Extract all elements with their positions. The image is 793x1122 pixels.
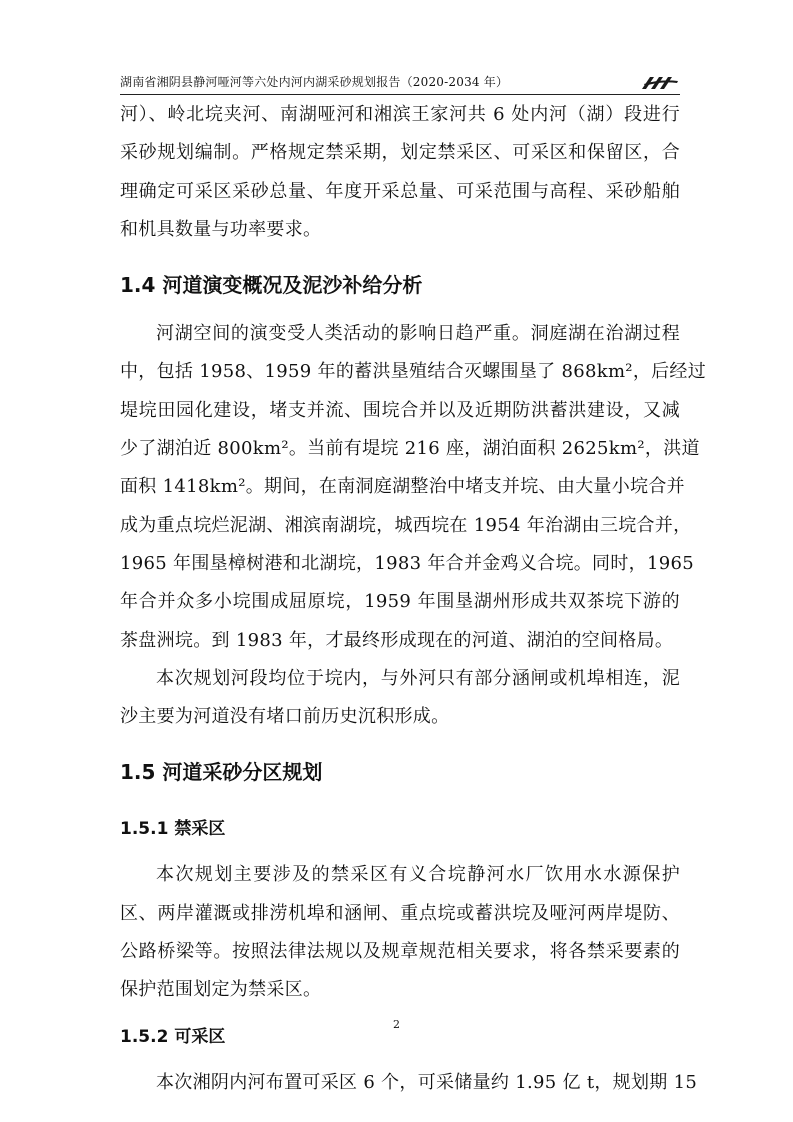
body-line: 1965 年围垦樟树港和北湖垸，1983 年合并金鸡义合垸。同时，1965	[120, 552, 694, 574]
body-line: 堤垸田园化建设，堵支并流、围垸合并以及近期防洪蓄洪建设，又减	[120, 399, 680, 421]
body-line: 本次湘阴内河布置可采区 6 个，可采储量约 1.95 亿 t，规划期 15	[156, 1071, 698, 1093]
intro-line: 采砂规划编制。严格规定禁采期，划定禁采区、可采区和保留区，合	[120, 142, 680, 164]
body-line: 本次规划河段均位于垸内，与外河只有部分涵闸或机埠相连，泥	[156, 667, 680, 689]
body-line: 保护范围划定为禁采区。	[120, 979, 322, 1001]
company-logo-icon	[640, 75, 680, 91]
intro-line: 河）、岭北垸夹河、南湖哑河和湘滨王家河共 6 处内河（湖）段进行	[120, 104, 680, 125]
body-line: 面积 1418km²。期间，在南洞庭湖整治中堵支并垸、由大量小垸合并	[120, 476, 685, 498]
subsection-heading-1-5-2: 1.5.2 可采区	[120, 1026, 226, 1047]
page-content	[120, 96, 707, 1102]
page-number: 2	[393, 1018, 400, 1031]
body-line: 茶盘洲垸。到 1983 年，才最终形成现在的河道、湖泊的空间格局。	[120, 629, 674, 651]
body-line: 公路桥梁等。按照法律法规以及规章规范相关要求，将各禁采要素的	[120, 941, 680, 963]
body-line: 中，包括 1958、1959 年的蓄洪垦殖结合灭螺围垦了 868km²，后经过	[120, 361, 707, 383]
header-title: 湖南省湘阴县静河哑河等六处内河内湖采砂规划报告（2020-2034 年）	[120, 75, 509, 89]
intro-line: 理确定可采区采砂总量、年度开采总量、可采范围与高程、采砂船舶	[120, 180, 680, 202]
section-heading-1-5: 1.5 河道采砂分区规划	[120, 760, 323, 785]
intro-line: 和机具数量与功率要求。	[120, 218, 322, 240]
subsection-heading-1-5-1: 1.5.1 禁采区	[120, 819, 226, 840]
body-line: 本次规划主要涉及的禁采区有义合垸静河水厂饮用水水源保护	[156, 864, 680, 886]
body-line: 河湖空间的演变受人类活动的影响日趋严重。洞庭湖在治湖过程	[156, 323, 680, 345]
body-line: 成为重点垸烂泥湖、湘滨南湖垸，城西垸在 1954 年治湖由三垸合并，	[120, 514, 692, 536]
body-line: 年合并众多小垸围成屈原垸，1959 年围垦湖州形成共双茶垸下游的	[120, 591, 680, 613]
section-heading-1-4: 1.4 河道演变概况及泥沙补给分析	[120, 273, 423, 298]
page-header	[120, 72, 680, 95]
body-line: 区、两岸灌溉或排涝机埠和涵闸、重点垸或蓄洪垸及哑河两岸堤防、	[120, 902, 680, 924]
body-line: 沙主要为河道没有堵口前历史沉积形成。	[120, 706, 450, 728]
body-line: 少了湖泊近 800km²。当前有堤垸 216 座，湖泊面积 2625km²，洪道	[120, 438, 700, 460]
